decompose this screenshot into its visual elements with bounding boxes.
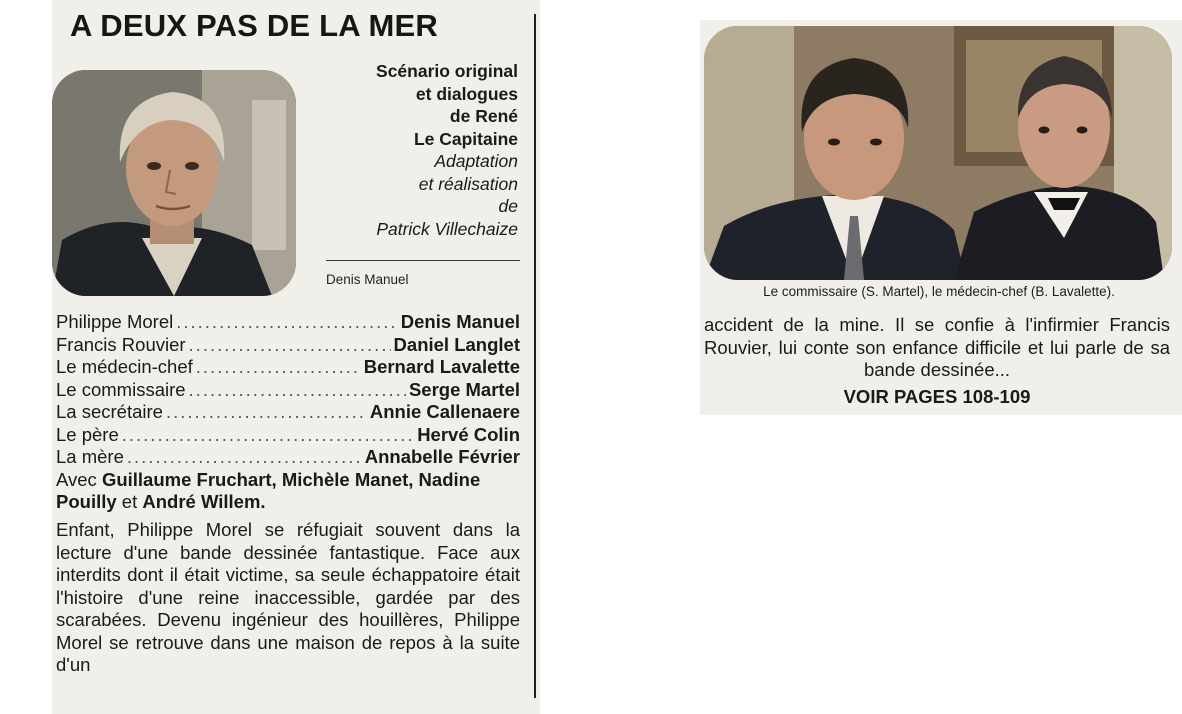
leader-dots [176, 311, 398, 334]
cast-actor: Bernard Lavalette [363, 356, 520, 377]
cast-row [56, 356, 520, 379]
additional-cast [56, 469, 520, 514]
leader-dots [122, 424, 414, 447]
scene-photo-caption: Le commissaire (S. Martel), le médecin-chef (B. Lavalette). [763, 284, 1115, 299]
credit-line: de [498, 196, 518, 216]
credit-divider [326, 260, 520, 261]
avec-last: André Willem. [142, 491, 266, 512]
cast-row [56, 311, 520, 334]
article-title: A DEUX PAS DE LA MER [70, 8, 438, 43]
portrait-photo [52, 70, 296, 296]
cast-row [56, 379, 520, 402]
credit-line: Patrick Villechaize [376, 218, 518, 239]
cast-role: Le médecin-chef [56, 356, 193, 377]
cast-role: La secrétaire [56, 401, 163, 422]
avec-names: Guillaume Fruchart, Michèle Manet, Nadine Pouilly [56, 468, 481, 512]
cast-actor: Annabelle Février [364, 446, 520, 467]
scene-photo [704, 26, 1172, 280]
synopsis-right: accident de la mine. Il se confie à l'infirmier Francis Rouvier, lui conte son enfance difficile et lui parle de sa bande dessinée... [704, 314, 1170, 380]
credit-line: Scénario original [376, 61, 518, 81]
portrait-caption: Denis Manuel [326, 272, 409, 287]
cast-role: Le père [56, 423, 119, 445]
cast-actor: Denis Manuel [400, 311, 520, 332]
credits-block [300, 60, 518, 240]
credit-line: de René [449, 106, 518, 126]
credit-line: Le Capitaine [413, 128, 518, 149]
credit-line: et dialogues [415, 83, 518, 104]
leader-dots [189, 334, 391, 357]
cast-actor: Hervé Colin [417, 423, 520, 445]
credit-line: Adaptation [434, 151, 518, 171]
cast-actor: Daniel Langlet [393, 333, 520, 355]
cast-row [56, 401, 520, 424]
cast-role: La mère [56, 446, 124, 467]
cast-list [56, 311, 520, 514]
cast-actor: Annie Callenaere [369, 401, 520, 422]
leader-dots [127, 446, 362, 469]
column-divider [534, 14, 536, 698]
cast-role: Philippe Morel [56, 311, 174, 332]
leader-dots [189, 379, 406, 402]
cast-row [56, 446, 520, 469]
page-reference: VOIR PAGES 108-109 [843, 386, 1031, 407]
cast-role: Le commissaire [56, 378, 186, 400]
cast-row [56, 424, 520, 447]
cast-role: Francis Rouvier [56, 333, 186, 355]
cast-row [56, 334, 520, 357]
avec-joiner: et [121, 491, 138, 512]
leader-dots [166, 401, 367, 424]
synopsis-left: Enfant, Philippe Morel se réfugiait souvent dans la lecture d'une bande dessinée fantastique. Face aux interdits dont il était victime, sa seule échappatoire était l'histoire d'une reine inaccessible, gardée par des scarabées. Devenu ingénieur des houillères, Philippe Morel se retrouve dans une maison de repos à la suite d'un [56, 519, 520, 675]
leader-dots [196, 356, 361, 379]
cast-actor: Serge Martel [408, 378, 520, 400]
credit-line: et réalisation [418, 173, 518, 194]
avec-prefix: Avec [56, 468, 97, 490]
